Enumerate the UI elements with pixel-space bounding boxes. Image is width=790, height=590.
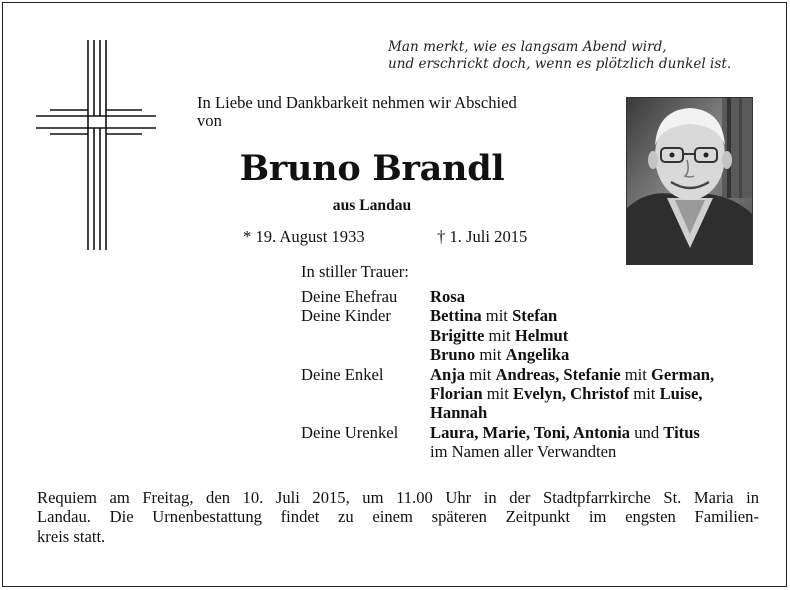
grandchild-line: Florian mit Evelyn, Christof mit Luise, (430, 384, 703, 404)
family-list (301, 287, 771, 462)
great-grandchildren-row (301, 423, 771, 462)
notice-line-3: kreis statt. (37, 526, 106, 546)
deceased-origin: aus Landau (332, 197, 412, 214)
cross-icon (36, 40, 156, 250)
farewell-intro (197, 94, 517, 130)
requiem-notice (37, 488, 759, 546)
deceased-name: Bruno Brandl (239, 148, 505, 189)
notice-line-1: Requiem am Freitag, den 10. Juli 2015, um 11.00 Uhr in der Stadtpfarrkirche St. Maria in (37, 488, 759, 507)
spouse-name: Rosa (430, 287, 466, 306)
child-line: Brigitte mit Helmut (430, 325, 569, 345)
grandchild-line: Hannah (430, 403, 488, 423)
grandchild-line: Anja mit Andreas, Stefanie mit German, (430, 364, 715, 384)
death-date: † 1. Juli 2015 (437, 227, 528, 246)
spouse-row (301, 287, 771, 306)
spouse-label: Deine Ehefrau (301, 287, 398, 306)
quote (388, 39, 731, 73)
great-grandchildren-label: Deine Urenkel (301, 422, 399, 442)
relatives-line: im Namen aller Verwandten (430, 442, 617, 462)
grandchildren-label: Deine Enkel (301, 364, 384, 384)
quote-line-2: und erschrickt doch, wenn es plötzlich dunkel ist. (388, 56, 732, 72)
grandchildren-row (301, 365, 771, 423)
children-label: Deine Kinder (301, 306, 391, 326)
farewell-intro-line-1: In Liebe und Dankbarkeit nehmen wir Abschied (197, 93, 517, 112)
mourning-heading: In stiller Trauer: (301, 262, 409, 281)
birth-date: * 19. August 1933 (243, 227, 365, 246)
child-line: Bettina mit Stefan (430, 306, 558, 326)
children-row (301, 306, 771, 364)
portrait-photo (626, 97, 753, 265)
portrait-photo-image (627, 98, 753, 265)
child-line: Bruno mit Angelika (430, 345, 570, 365)
great-grandchildren-line: Laura, Marie, Toni, Antonia und Titus (430, 422, 700, 442)
farewell-intro-line-2: von (197, 111, 222, 130)
notice-line-2: Landau. Die Urnenbestattung findet zu einem späteren Zeitpunkt im engsten Familien- (37, 507, 759, 527)
quote-line-1: Man merkt, wie es langsam Abend wird, (388, 39, 667, 55)
